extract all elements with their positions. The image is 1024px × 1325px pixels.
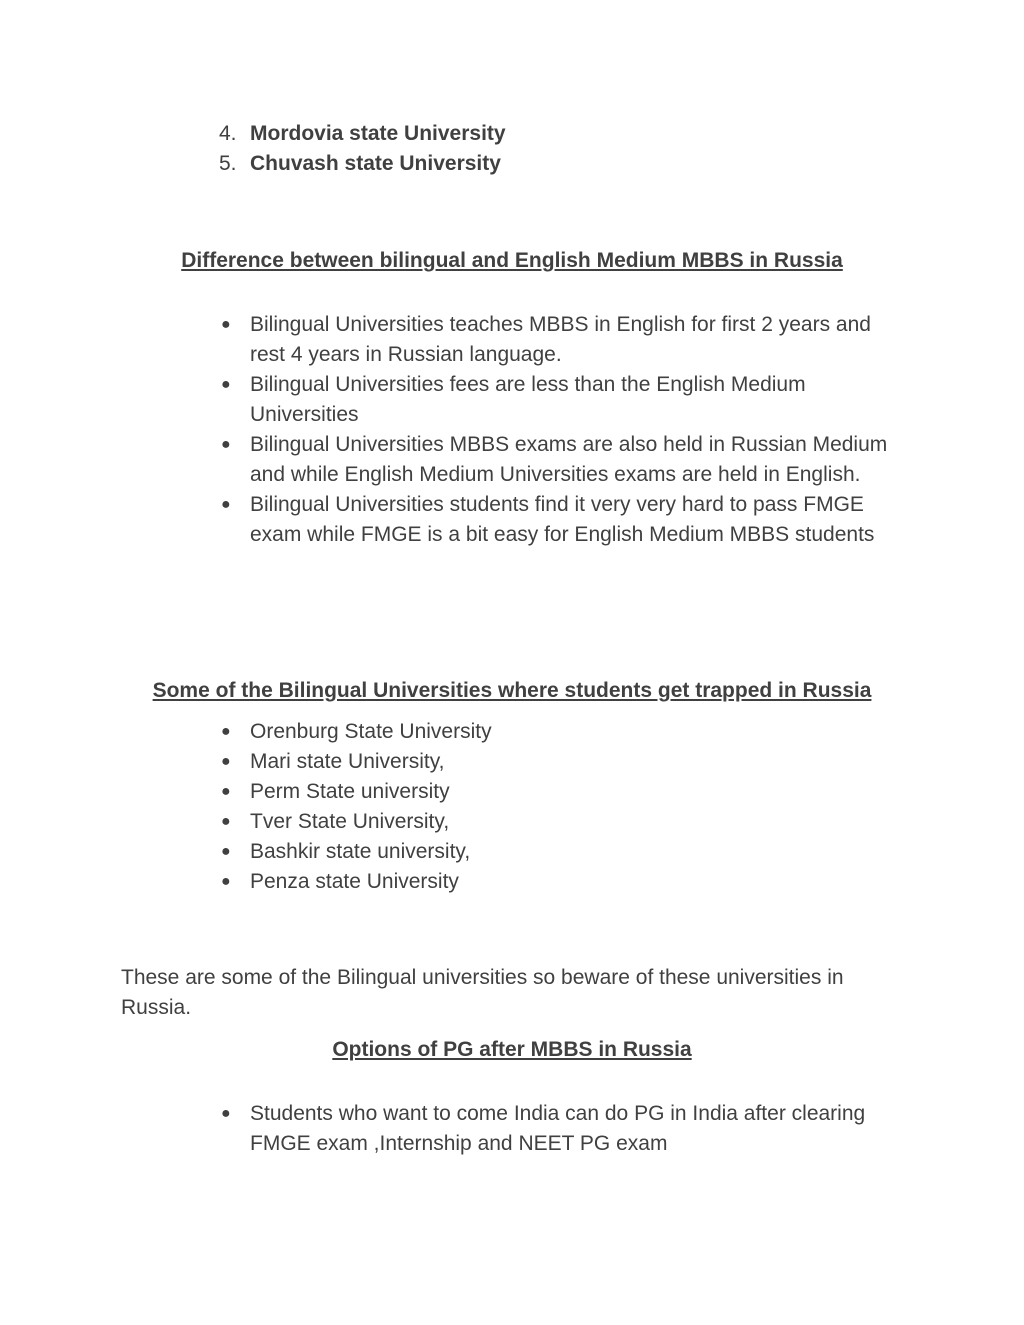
bullet-icon: ●: [221, 753, 231, 770]
list-item: [219, 119, 506, 149]
bullet-icon: ●: [221, 783, 231, 800]
list-item: [219, 430, 909, 490]
university-name: Chuvash state University: [250, 152, 501, 175]
list-number: 4.: [219, 122, 237, 145]
bullet-icon: ●: [221, 723, 231, 740]
list-item: [219, 807, 909, 837]
bullet-text: Bilingual Universities MBBS exams are also held in Russian Medium and while English Medium Universities exams are held in English.: [250, 433, 888, 486]
section-heading-difference: Difference between bilingual and English Medium MBBS in Russia: [181, 249, 843, 272]
bullet-text: Orenburg State University: [250, 720, 492, 743]
list-item: [219, 370, 909, 430]
bullet-text: Bilingual Universities students find it very very hard to pass FMGE exam while FMGE is a bit easy for English Medium MBBS students: [250, 493, 875, 546]
bullet-text: Penza state University: [250, 870, 459, 893]
bullet-text: Tver State University,: [250, 810, 450, 833]
bullet-text: Mari state University,: [250, 750, 445, 773]
section-heading-trapped: Some of the Bilingual Universities where students get trapped in Russia: [152, 679, 872, 702]
bullet-icon: ●: [221, 813, 231, 830]
list-item: [219, 867, 909, 897]
list-item: [219, 747, 909, 777]
bullet-icon: ●: [221, 436, 231, 453]
list-item: [219, 1099, 909, 1159]
list-item: [219, 717, 909, 747]
trapped-universities-list: [219, 717, 909, 897]
bullet-text: Perm State university: [250, 780, 450, 803]
list-number: 5.: [219, 152, 237, 175]
university-name: Mordovia state University: [250, 122, 506, 145]
section-heading-pg-options: Options of PG after MBBS in Russia: [332, 1038, 692, 1061]
list-item: [219, 777, 909, 807]
bullet-icon: ●: [221, 1105, 231, 1122]
bullet-text: Students who want to come India can do PG in India after clearing FMGE exam ,Internship and NEET PG exam: [250, 1102, 866, 1155]
bullet-icon: ●: [221, 873, 231, 890]
beware-paragraph: These are some of the Bilingual universities so beware of these universities in Russia.: [121, 966, 844, 1019]
list-item: [219, 310, 909, 370]
bullet-icon: ●: [221, 496, 231, 513]
bullet-icon: ●: [221, 376, 231, 393]
pg-options-list: [219, 1099, 909, 1159]
difference-bullet-list: [219, 310, 909, 550]
numbered-university-list: [219, 119, 506, 179]
bullet-icon: ●: [221, 316, 231, 333]
bullet-text: Bilingual Universities teaches MBBS in English for first 2 years and rest 4 years in Russian language.: [250, 313, 871, 366]
list-item: [219, 490, 909, 550]
list-item: [219, 837, 909, 867]
bullet-text: Bilingual Universities fees are less than the English Medium Universities: [250, 373, 806, 426]
bullet-text: Bashkir state university,: [250, 840, 471, 863]
list-item: [219, 149, 506, 179]
bullet-icon: ●: [221, 843, 231, 860]
